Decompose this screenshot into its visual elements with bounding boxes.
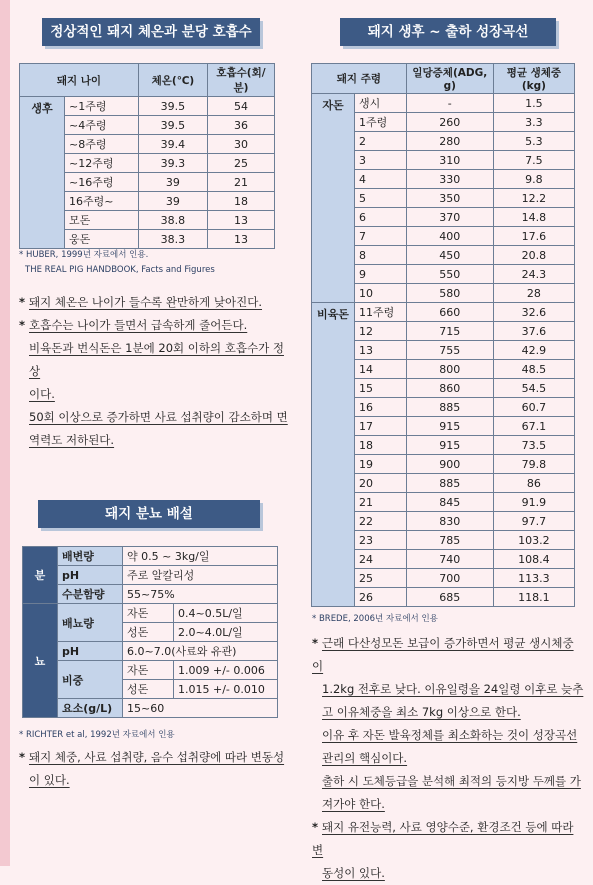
respiration-cell: 30 <box>207 135 274 154</box>
adg-cell: 885 <box>406 474 493 493</box>
adg-cell: 260 <box>406 113 493 132</box>
excretion-section-title: 돼지 분뇨 배설 <box>38 500 260 528</box>
gravity-label: 비중 <box>58 661 123 699</box>
feces-moisture-value: 55~75% <box>123 585 278 604</box>
week-cell: 19 <box>355 455 407 474</box>
urine-amount-label: 배뇨량 <box>58 604 123 642</box>
temp-bullet-2-line5: 역력도 저하된다. <box>29 433 115 447</box>
adg-cell: 280 <box>406 132 493 151</box>
temperature-cell: 39 <box>138 192 207 211</box>
age-cell: 모돈 <box>65 211 139 230</box>
week-cell: 13 <box>355 341 407 360</box>
excretion-bullet-line1: 돼지 체중, 사료 섭취량, 음수 섭취량에 따라 변동성 <box>29 750 285 764</box>
bullet-star: * <box>19 750 26 764</box>
week-cell: 6 <box>355 208 407 227</box>
weight-cell: 42.9 <box>493 341 574 360</box>
weight-cell: 17.6 <box>493 227 574 246</box>
temperature-cell: 38.8 <box>138 211 207 230</box>
week-cell: 10 <box>355 284 407 303</box>
weight-cell: 37.6 <box>493 322 574 341</box>
nitrogen-label: 요소(g/L) <box>58 699 123 718</box>
feces-amount-label: 배변량 <box>58 547 123 566</box>
weight-cell: 91.9 <box>493 493 574 512</box>
weight-cell: 73.5 <box>493 436 574 455</box>
week-cell: 3 <box>355 151 407 170</box>
week-cell: 5 <box>355 189 407 208</box>
weight-cell: 32.6 <box>493 303 574 322</box>
temperature-section-title: 정상적인 돼지 체온과 분당 호흡수 <box>42 18 260 46</box>
adg-cell: 915 <box>406 436 493 455</box>
growth-bullet-1-line1: 근래 다산성모돈 보급이 증가하면서 평균 생시체중이 <box>312 636 574 673</box>
temperature-table-body <box>20 97 275 249</box>
age-cell: ~16주령 <box>65 173 139 192</box>
adg-cell: 845 <box>406 493 493 512</box>
week-cell: 20 <box>355 474 407 493</box>
weight-cell: 20.8 <box>493 246 574 265</box>
weight-cell: 48.5 <box>493 360 574 379</box>
week-cell: 8 <box>355 246 407 265</box>
urine-amount-adult-label: 성돈 <box>123 623 174 642</box>
respiration-cell: 21 <box>207 173 274 192</box>
week-cell: 12 <box>355 322 407 341</box>
urine-amount-adult-value: 2.0~4.0L/일 <box>174 623 278 642</box>
temp-bullet-1: 돼지 체온은 나이가 들수록 완만하게 낮아진다. <box>29 295 263 309</box>
adg-cell: 350 <box>406 189 493 208</box>
growth-bullet-2-line2: 동성이 있다. <box>322 866 385 880</box>
weight-cell: 67.1 <box>493 417 574 436</box>
age-group-label: 생후 <box>20 97 65 249</box>
respiration-cell: 25 <box>207 154 274 173</box>
weight-cell: 108.4 <box>493 550 574 569</box>
gravity-adult-label: 성돈 <box>123 680 174 699</box>
growth-bullet-2-line1: 돼지 유전능력, 사료 영양수준, 환경조건 등에 따라 변 <box>312 820 574 857</box>
respiration-cell: 54 <box>207 97 274 116</box>
week-cell: 17 <box>355 417 407 436</box>
age-cell: ~8주령 <box>65 135 139 154</box>
adg-cell: 900 <box>406 455 493 474</box>
col-header-age: 돼지 나이 <box>20 64 139 97</box>
adg-cell: 755 <box>406 341 493 360</box>
weight-cell: 118.1 <box>493 588 574 607</box>
adg-cell: 685 <box>406 588 493 607</box>
respiration-cell: 13 <box>207 211 274 230</box>
adg-cell: 785 <box>406 531 493 550</box>
feces-ph-label: pH <box>58 566 123 585</box>
temperature-cell: 39.5 <box>138 97 207 116</box>
adg-cell: 800 <box>406 360 493 379</box>
week-cell: 4 <box>355 170 407 189</box>
bullet-star: * <box>312 820 319 834</box>
temperature-source-note <box>19 248 215 278</box>
week-cell: 22 <box>355 512 407 531</box>
weight-cell: 86 <box>493 474 574 493</box>
adg-cell: 715 <box>406 322 493 341</box>
temperature-cell: 38.3 <box>138 230 207 249</box>
weight-cell: 97.7 <box>493 512 574 531</box>
week-cell: 7 <box>355 227 407 246</box>
adg-cell: 830 <box>406 512 493 531</box>
col-header-temp: 체온(℃) <box>138 64 207 97</box>
weight-cell: 54.5 <box>493 379 574 398</box>
feces-amount-value: 약 0.5 ~ 3kg/일 <box>123 547 278 566</box>
weight-cell: 28 <box>493 284 574 303</box>
week-cell: 25 <box>355 569 407 588</box>
respiration-cell: 13 <box>207 230 274 249</box>
adg-cell: 740 <box>406 550 493 569</box>
weight-cell: 79.8 <box>493 455 574 474</box>
week-cell: 23 <box>355 531 407 550</box>
growth-bullet-1-line4: 이유 후 자돈 발육정체를 최소화하는 것이 성장곡선 <box>322 728 578 742</box>
adg-cell: 700 <box>406 569 493 588</box>
weight-cell: 24.3 <box>493 265 574 284</box>
col-header-weight: 평균 생체중(kg) <box>493 64 574 94</box>
finisher-group-label: 비육돈 <box>312 303 355 607</box>
gravity-piglet-label: 자돈 <box>123 661 174 680</box>
adg-cell: 550 <box>406 265 493 284</box>
adg-cell: 885 <box>406 398 493 417</box>
bullet-star: * <box>312 636 319 650</box>
temperature-table <box>19 63 275 249</box>
adg-cell: 400 <box>406 227 493 246</box>
adg-cell: 370 <box>406 208 493 227</box>
nitrogen-value: 15~60 <box>123 699 278 718</box>
adg-cell: - <box>406 94 493 113</box>
weight-cell: 12.2 <box>493 189 574 208</box>
urine-amount-piglet-value: 0.4~0.5L/일 <box>174 604 278 623</box>
temp-bullet-2-line3: 이다. <box>29 387 55 401</box>
week-cell: 11주령 <box>355 303 407 322</box>
weight-cell: 5.3 <box>493 132 574 151</box>
adg-cell: 450 <box>406 246 493 265</box>
table-row <box>20 97 275 116</box>
urine-amount-piglet-label: 자돈 <box>123 604 174 623</box>
week-cell: 21 <box>355 493 407 512</box>
feces-category: 분 <box>23 547 58 604</box>
temp-bullet-2-line2: 비육돈과 번식돈은 1분에 20회 이하의 호흡수가 정상 <box>29 341 284 378</box>
weight-cell: 113.3 <box>493 569 574 588</box>
temperature-bullets <box>19 291 291 452</box>
week-cell: 18 <box>355 436 407 455</box>
weight-cell: 103.2 <box>493 531 574 550</box>
table-row <box>312 94 575 113</box>
week-cell: 2 <box>355 132 407 151</box>
temperature-cell: 39.4 <box>138 135 207 154</box>
col-header-adg: 일당증체(ADG, g) <box>406 64 493 94</box>
temperature-cell: 39.3 <box>138 154 207 173</box>
feces-moisture-label: 수분함량 <box>58 585 123 604</box>
excretion-source-note: * RICHTER et al, 1992년 자료에서 인용 <box>19 730 175 740</box>
week-cell: 26 <box>355 588 407 607</box>
weight-cell: 3.3 <box>493 113 574 132</box>
week-cell: 생시 <box>355 94 407 113</box>
age-cell: ~4주령 <box>65 116 139 135</box>
age-cell: 16주령~ <box>65 192 139 211</box>
age-cell: ~1주령 <box>65 97 139 116</box>
urine-category: 뇨 <box>23 604 58 718</box>
col-header-resp: 호흡수(회/분) <box>207 64 274 97</box>
growth-bullet-1-line5: 관리의 핵심이다. <box>322 751 408 765</box>
col-header-week: 돼지 주령 <box>312 64 407 94</box>
excretion-table <box>22 546 278 718</box>
week-cell: 15 <box>355 379 407 398</box>
temperature-source-line2: THE REAL PIG HANDBOOK, Facts and Figures <box>25 265 215 275</box>
growth-source-note: * BREDE, 2006년 자료에서 인용 <box>312 614 438 624</box>
growth-bullet-1-line2: 1.2kg 전후로 낮다. 이유일령을 24일령 이후로 늦추 <box>322 682 584 696</box>
temp-bullet-2-line4: 50회 이상으로 증가하면 사료 섭취량이 감소하며 면 <box>29 410 288 424</box>
weight-cell: 9.8 <box>493 170 574 189</box>
adg-cell: 580 <box>406 284 493 303</box>
growth-bullet-1-line7: 져가야 한다. <box>322 797 385 811</box>
growth-bullet-1-line3: 고 이유체중을 최소 7kg 이상으로 한다. <box>322 705 521 719</box>
growth-table-body <box>312 94 575 607</box>
piglet-group-label: 자돈 <box>312 94 355 303</box>
gravity-adult-value: 1.015 +/- 0.010 <box>174 680 278 699</box>
bullet-star: * <box>19 295 26 309</box>
week-cell: 16 <box>355 398 407 417</box>
adg-cell: 310 <box>406 151 493 170</box>
feces-ph-value: 주로 알칼리성 <box>123 566 278 585</box>
table-row <box>312 303 575 322</box>
week-cell: 9 <box>355 265 407 284</box>
excretion-bullets <box>19 746 291 792</box>
age-cell: ~12주령 <box>65 154 139 173</box>
week-cell: 24 <box>355 550 407 569</box>
adg-cell: 330 <box>406 170 493 189</box>
growth-bullets <box>312 632 584 885</box>
excretion-bullet-line2: 이 있다. <box>29 773 70 787</box>
adg-cell: 860 <box>406 379 493 398</box>
weight-cell: 60.7 <box>493 398 574 417</box>
age-cell: 웅돈 <box>65 230 139 249</box>
bullet-star: * <box>19 318 26 332</box>
adg-cell: 660 <box>406 303 493 322</box>
temperature-cell: 39.5 <box>138 116 207 135</box>
gravity-piglet-value: 1.009 +/- 0.006 <box>174 661 278 680</box>
week-cell: 14 <box>355 360 407 379</box>
week-cell: 1주령 <box>355 113 407 132</box>
weight-cell: 1.5 <box>493 94 574 113</box>
temp-bullet-2-line1: 호흡수는 나이가 들면서 급속하게 줄어든다. <box>29 318 248 332</box>
adg-cell: 915 <box>406 417 493 436</box>
respiration-cell: 36 <box>207 116 274 135</box>
growth-section-title: 돼지 생후 ~ 출하 성장곡선 <box>340 18 556 46</box>
growth-table <box>311 63 575 607</box>
urine-ph-value: 6.0~7.0(사료와 유관) <box>123 642 278 661</box>
growth-bullet-1-line6: 출하 시 도체등급을 분석해 최적의 등지방 두께를 가 <box>322 774 581 788</box>
temperature-cell: 39 <box>138 173 207 192</box>
urine-ph-label: pH <box>58 642 123 661</box>
respiration-cell: 18 <box>207 192 274 211</box>
temperature-source-line1: * HUBER, 1999년 자료에서 인용. <box>19 250 149 260</box>
weight-cell: 7.5 <box>493 151 574 170</box>
weight-cell: 14.8 <box>493 208 574 227</box>
